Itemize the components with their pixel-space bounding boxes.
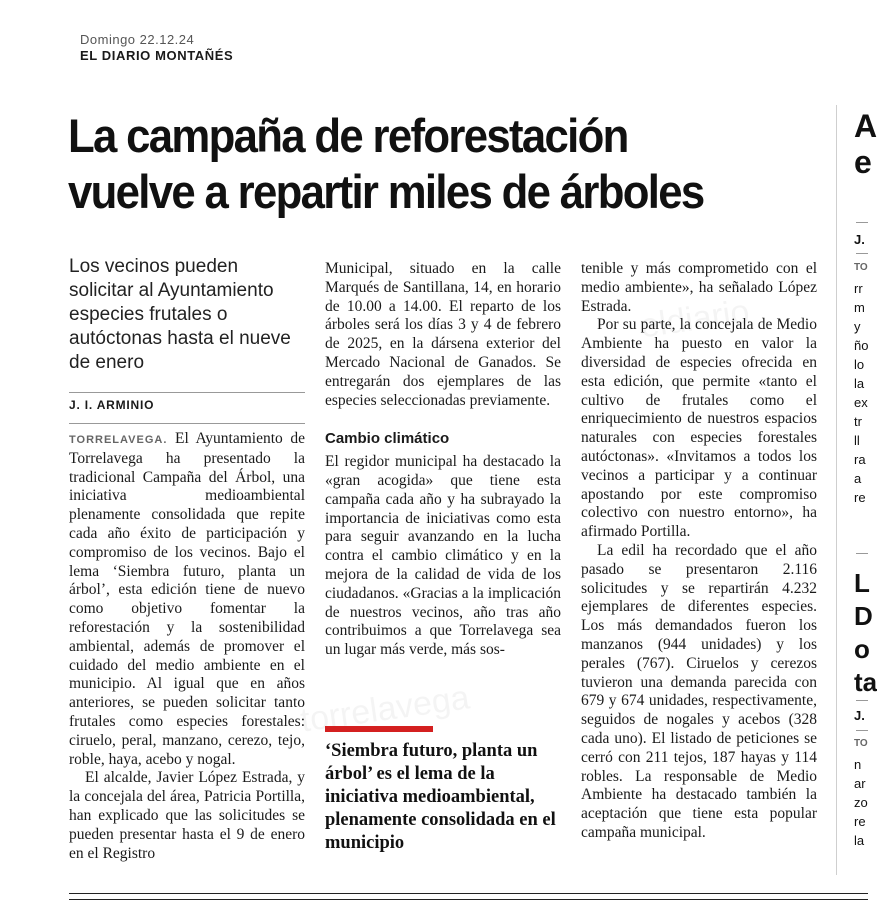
adjacent-headline-1: e (854, 144, 872, 180)
adjacent-text: rr (854, 281, 863, 296)
footer-rule (69, 899, 868, 900)
adjacent-text: ll (854, 433, 860, 448)
adjacent-text: n (854, 757, 862, 772)
adjacent-text: y (854, 319, 861, 334)
masthead-paper-name: EL DIARIO MONTAÑÉS (80, 48, 234, 63)
article-subtitle: Los vecinos pueden solicitar al Ayuntamiento especies frutales o autóctonas hasta el nueve de enero (69, 256, 291, 373)
adjacent-text: la (854, 833, 865, 848)
masthead-date: Domingo 22.12.24 (80, 32, 195, 47)
paragraph: El alcalde, Javier López Estrada, y la concejala del área, Patricia Portilla, han explicado que las solicitudes se pueden presentar hasta el 9 de enero en el Registro (69, 769, 305, 862)
adjacent-byline-rule (856, 730, 868, 731)
pull-quote: ‘Siembra futuro, planta un árbol’ es el lema de la iniciativa medioambiental, plenamente consolidada en el municipio (325, 741, 556, 853)
pull-quote-accent-bar (325, 726, 433, 732)
adjacent-section-rule (856, 553, 868, 554)
lead-text: El Ayuntamiento de Torrelavega ha presentado la tradicional Campaña del Árbol, una iniciativa medioambiental plenamente consolidada que repite cada año éxito de participación y compromiso de los vecinos. Bajo el lema ‘Siembra futuro, planta un árbol’, esta edición tiene de nuevo como objetivo fomentar la reforestación y la sostenibilidad ambiental, además de promover el cuidado del medio ambiente en el municipio. Al igual que en años anteriores, se pueden solicitar tanto frutales como especies forestales: ciruelo, peral, manzano, cerezo, tejo, roble, haya, acebo y nogal. (69, 430, 306, 768)
paragraph: El regidor municipal ha destacado la «gran acogida» que tiene esta campaña cada año y ha subrayado la importancia de iniciativas como esta para seguir avanzando en la lucha contra el cambio climático y en la mejora de la calidad de vida de los ciudadanos. «Gracias a la implicación de nuestros vecinos, año tras año contribuimos a que Torrelavega sea un lugar más verde, más sos- (325, 453, 561, 659)
paragraph: tenible y más comprometido con el medio ambiente», ha señalado López Estrada. (581, 260, 817, 315)
article-byline: J. I. ARMINIO (69, 398, 155, 412)
adjacent-text: re (854, 490, 866, 505)
adjacent-text: re (854, 814, 866, 829)
adjacent-text: TO (854, 262, 868, 273)
section-heading: Cambio climático (325, 430, 450, 448)
adjacent-headline-2: D (854, 601, 873, 631)
adjacent-headline-2: ta (854, 667, 877, 697)
adjacent-headline-2: L (854, 568, 870, 598)
adjacent-text: ex (854, 395, 868, 410)
adjacent-text: lo (854, 357, 865, 372)
paragraph: La edil ha recordado que el año pasado se presentaron 2.116 solicitudes y se repartirán 4.232 ejemplares de diferentes especies. Los más demandados fueron los manzanos (944 unidades) y los perales (767). Ciruelos y cerezos tuvieron una demanda parecida con 679 y 674 unidades, respectivamente, seguidos de nogales y acebos (328 cada uno). El listado de peticiones se cerró con 211 tejos, 187 hayas y 114 robles. La responsable de Medio Ambiente ha destacado también la aceptación que tiene esta popular campaña municipal. (581, 541, 817, 841)
adjacent-byline-rule (856, 253, 868, 254)
adjacent-text: a (854, 471, 862, 486)
adjacent-byline-rule (856, 222, 868, 223)
adjacent-byline-rule (856, 700, 868, 701)
adjacent-text: ar (854, 776, 866, 791)
column-divider (836, 105, 837, 875)
adjacent-article-strip (848, 0, 877, 911)
adjacent-text: ño (854, 338, 869, 353)
paragraph: Municipal, situado en la calle Marqués de Santillana, 14, en horario de 10.00 a 14.00. El reparto de los árboles será los días 3 y 4 de febrero de 2025, en la dársena exterior del Mercado Nacional de Ganados. Se entregarán dos ejemplares de las especies seleccionadas previamente. (325, 260, 561, 409)
adjacent-headline-2: o (854, 634, 870, 664)
adjacent-headline-1: A (854, 108, 877, 144)
adjacent-byline: J. (854, 232, 865, 247)
masthead (80, 33, 233, 62)
byline-rule-top (69, 392, 305, 393)
article-headline (68, 108, 784, 220)
adjacent-text: m (854, 300, 865, 315)
adjacent-byline: J. (854, 708, 865, 723)
paragraph: Por su parte, la concejala de Medio Ambiente ha puesto en valor la diversidad de especies ofrecida en esta edición, que permite «tanto el cultivo de frutales como el enriquecimiento de nuestros espacios naturales con especies forestales autóctonas». «Invitamos a todos los vecinos a participar y a continuar apostando por este compromiso colectivo con nuestro entorno», ha afirmado Portilla. (581, 316, 817, 541)
adjacent-text: TO (854, 738, 868, 749)
footer-rule (69, 893, 868, 894)
article-column-1 (69, 430, 305, 863)
adjacent-text: ra (854, 452, 866, 467)
headline-line-1: La campaña de reforestación (68, 109, 628, 162)
byline-rule-bottom (69, 423, 305, 424)
adjacent-text: zo (854, 795, 868, 810)
dateline-location: TORRELAVEGA. (69, 434, 168, 446)
adjacent-text: la (854, 376, 865, 391)
article-column-2 (325, 260, 561, 660)
article-column-3 (581, 260, 817, 843)
headline-line-2: vuelve a repartir miles de árboles (68, 165, 704, 218)
lead-paragraph (69, 430, 305, 769)
adjacent-text: tr (854, 414, 862, 429)
